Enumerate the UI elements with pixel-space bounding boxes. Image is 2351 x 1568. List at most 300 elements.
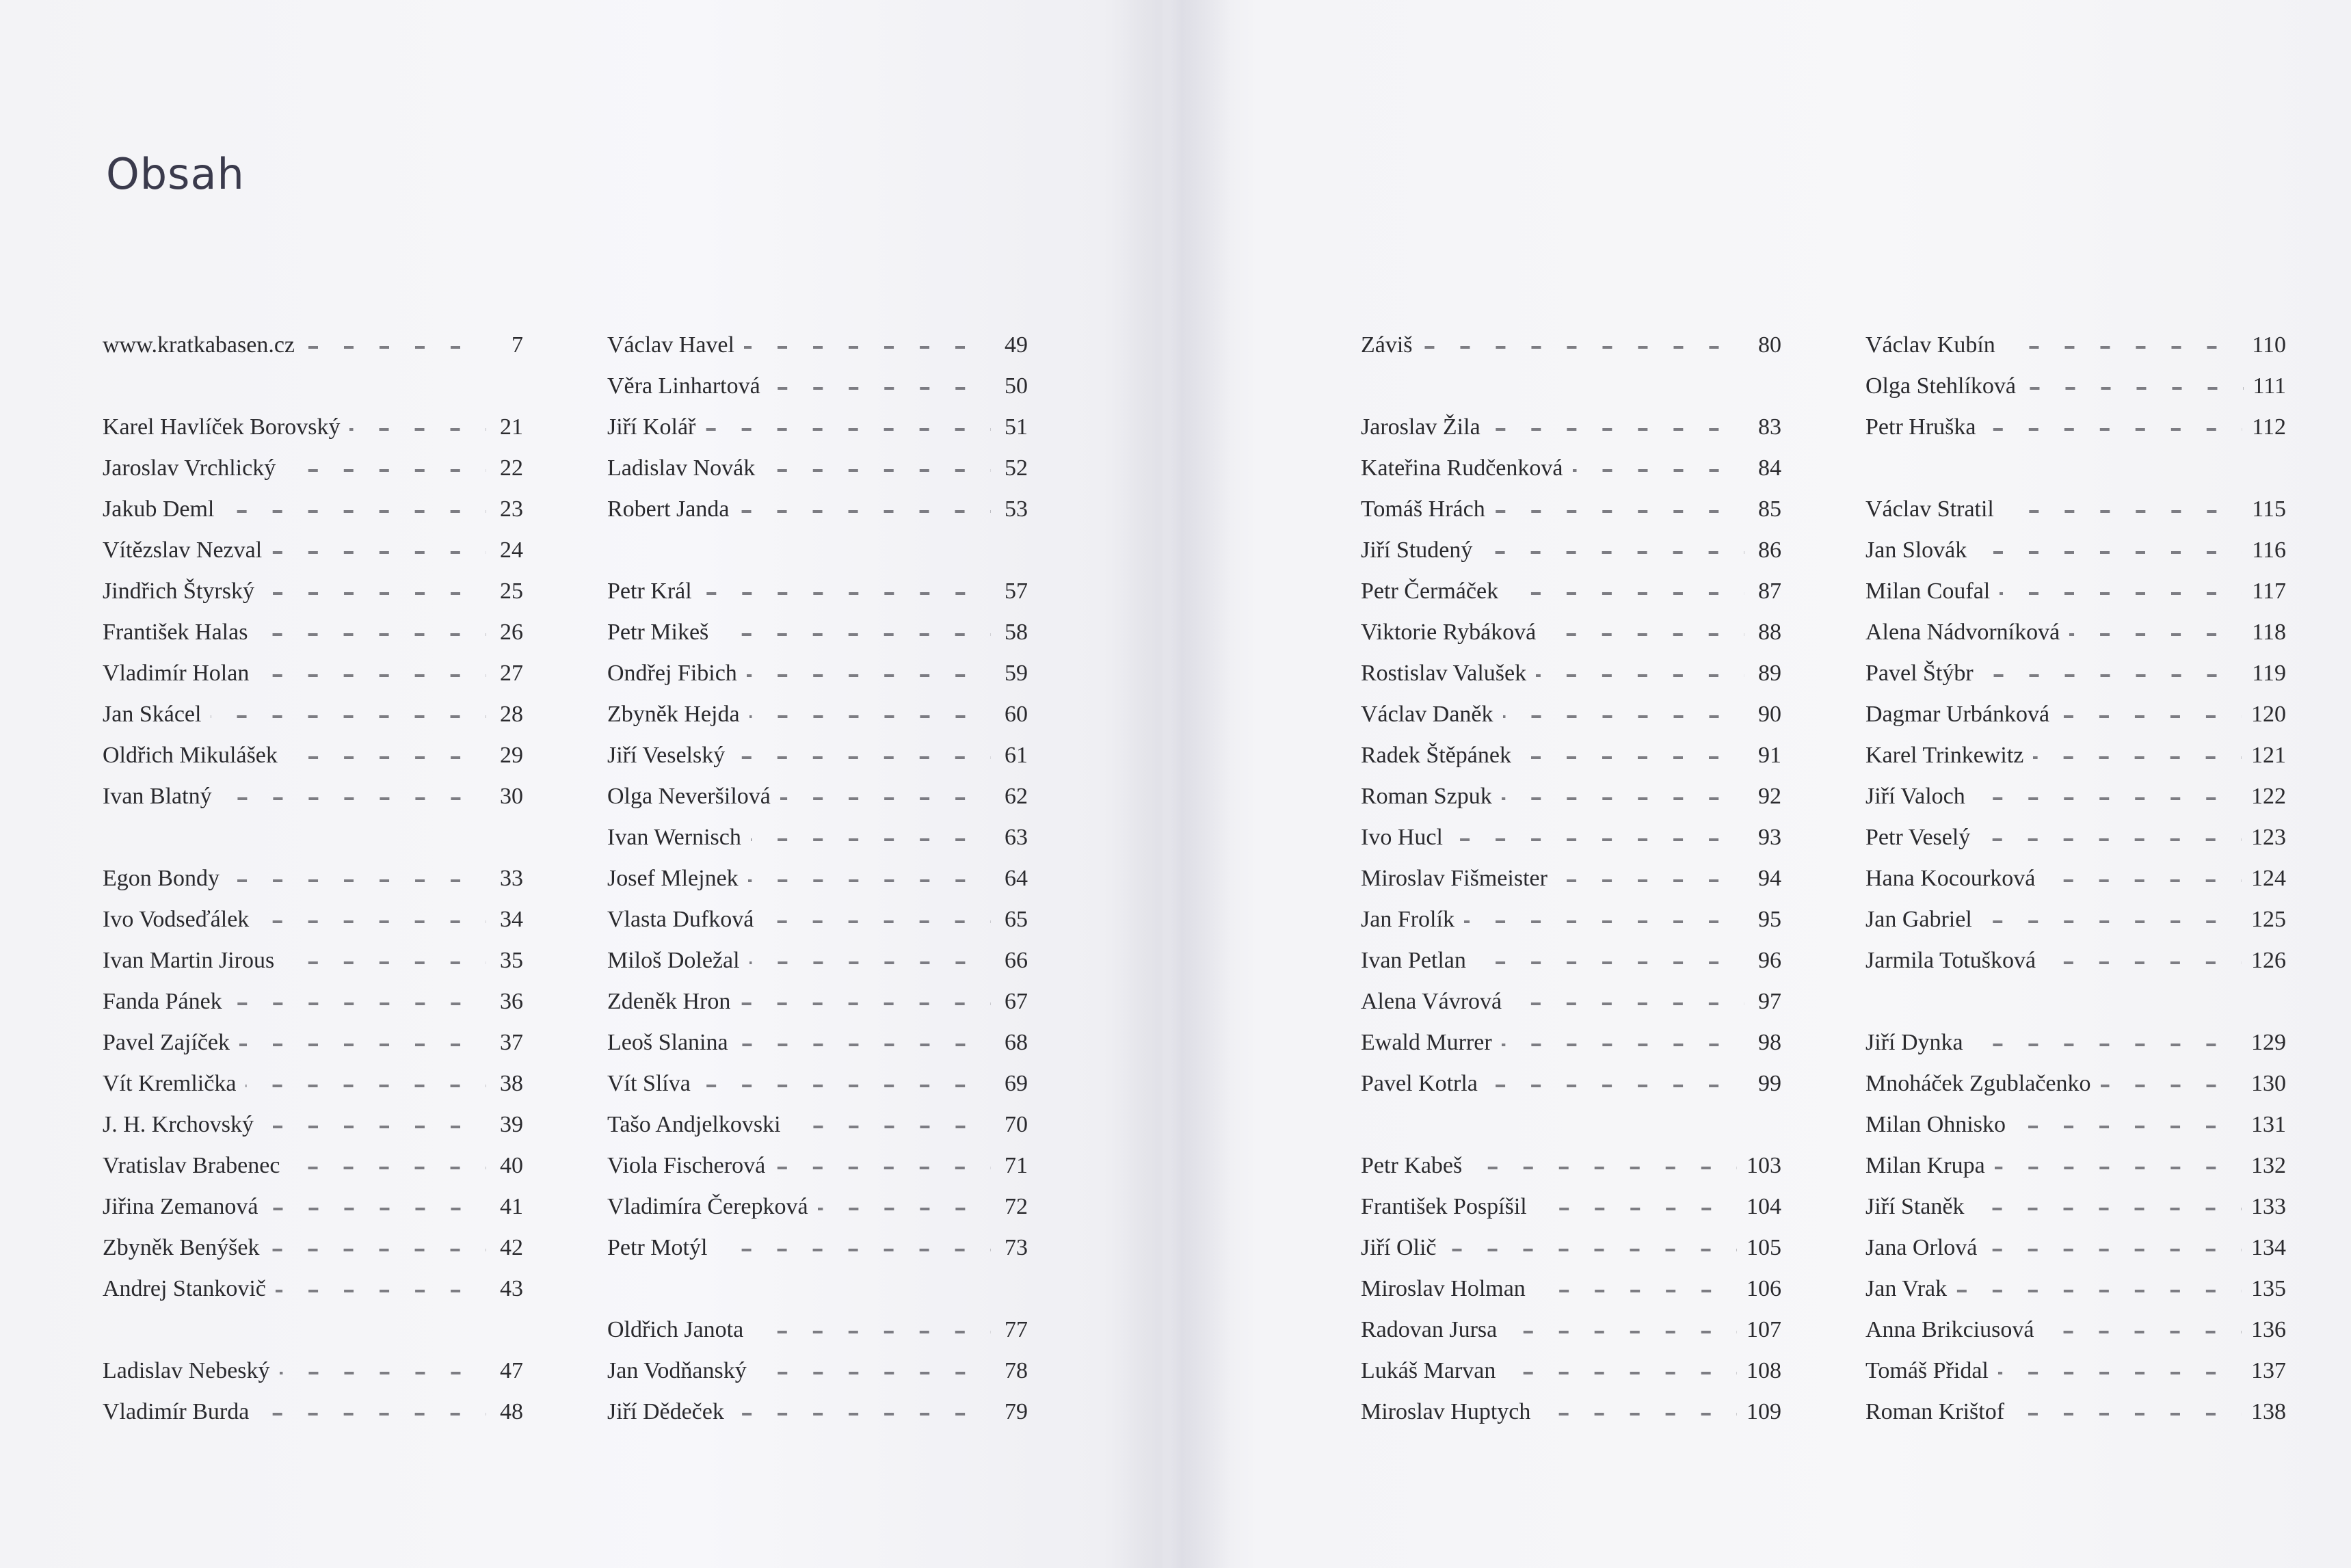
toc-entry-page-number: 26	[500, 620, 523, 645]
dash-leader	[264, 592, 486, 595]
toc-entry	[1361, 1067, 1781, 1101]
toc-entry-page-number: 134	[2251, 1235, 2286, 1260]
dash-leader	[2033, 756, 2242, 759]
toc-entry-name: Tomáš Hrách	[1361, 496, 1485, 522]
toc-entry-name: Oldřich Janota	[607, 1317, 744, 1342]
dash-leader	[1995, 1167, 2242, 1169]
toc-entry-page-number: 59	[1005, 661, 1028, 686]
dash-leader	[1503, 715, 1744, 718]
toc-entry	[607, 492, 1028, 527]
toc-entry-name: Tašo Andjelkovski	[607, 1112, 781, 1137]
toc-entry-name: Egon Bondy	[103, 866, 220, 891]
dash-leader	[1482, 551, 1744, 554]
toc-entry	[1361, 1149, 1781, 1183]
toc-entry	[1361, 410, 1781, 444]
toc-entry-name: Jiří Kolář	[607, 414, 696, 440]
toc-entry	[103, 985, 523, 1019]
dash-leader	[1506, 1331, 1737, 1333]
toc-entry-name: Jiřina Zemanová	[103, 1194, 258, 1219]
toc-entry-page-number: 67	[1005, 989, 1028, 1014]
dash-leader	[257, 633, 486, 636]
toc-entry	[103, 1354, 523, 1388]
toc-entry-name: Pavel Štýbr	[1865, 661, 1974, 686]
dash-leader	[1511, 1002, 1744, 1005]
toc-entry	[1361, 1231, 1781, 1265]
toc-entry-name: Petr Kabeš	[1361, 1153, 1463, 1178]
toc-entry-page-number: 126	[2251, 948, 2286, 973]
toc-entry-page-number: 95	[1758, 907, 1781, 932]
toc-entry-name: J. H. Krchovský	[103, 1112, 254, 1137]
dash-leader	[1540, 1413, 1737, 1416]
toc-entry	[1361, 492, 1781, 527]
dash-leader	[1505, 1372, 1737, 1374]
dash-leader	[744, 346, 991, 349]
toc-entry-page-number: 41	[500, 1194, 523, 1219]
dash-leader	[763, 920, 991, 923]
toc-entry	[1865, 1272, 2286, 1306]
toc-entry	[1361, 1190, 1781, 1224]
toc-entry	[607, 1395, 1028, 1429]
dash-leader	[276, 1290, 486, 1292]
toc-entry	[1865, 780, 2286, 814]
toc-entry-name: Ivan Martin Jirous	[103, 948, 275, 973]
toc-entry-name: Vít Kremlička	[103, 1071, 237, 1096]
toc-entry-page-number: 48	[500, 1399, 523, 1424]
toc-entry-name: Karel Havlíček Borovský	[103, 414, 341, 440]
toc-entry-name: Tomáš Přidal	[1865, 1358, 1989, 1383]
toc-entry	[607, 944, 1028, 978]
toc-entry-page-number: 104	[1746, 1194, 1781, 1219]
dash-leader	[1495, 510, 1744, 513]
toc-entry-name: Alena Nádvorníková	[1865, 620, 2060, 645]
toc-entry-page-number: 63	[1005, 825, 1028, 850]
dash-leader	[739, 510, 991, 513]
toc-entry-page-number: 25	[500, 579, 523, 604]
toc-entry	[607, 739, 1028, 773]
toc-entry-page-number: 78	[1005, 1358, 1028, 1383]
dash-leader	[1537, 1208, 1737, 1210]
toc-entry-page-number: 38	[500, 1071, 523, 1096]
toc-entry-name: Rostislav Valušek	[1361, 661, 1527, 686]
toc-entry-page-number: 61	[1005, 743, 1028, 768]
toc-entry-name: Záviš	[1361, 332, 1413, 358]
toc-entry	[607, 656, 1028, 691]
toc-entry-name: Viola Fischerová	[607, 1153, 766, 1178]
toc-entry	[1361, 451, 1781, 486]
toc-entry-page-number: 24	[500, 537, 523, 563]
toc-entry-name: Jaroslav Žila	[1361, 414, 1480, 440]
toc-entry	[1865, 574, 2286, 609]
toc-entry-page-number: 136	[2251, 1317, 2286, 1342]
toc-entry	[1865, 1026, 2286, 1060]
toc-entry	[103, 944, 523, 978]
dash-leader	[1545, 633, 1744, 636]
toc-entry-page-number: 111	[2253, 373, 2286, 399]
toc-entry-name: Václav Kubín	[1865, 332, 1995, 358]
dash-leader	[271, 551, 486, 554]
toc-entry	[607, 1354, 1028, 1388]
toc-entry-page-number: 7	[512, 332, 523, 358]
toc-entry-name: Radek Štěpánek	[1361, 743, 1511, 768]
dash-leader	[263, 1126, 486, 1128]
toc-entry	[1865, 944, 2286, 978]
toc-entry-page-number: 87	[1758, 579, 1781, 604]
toc-entry-name: Vladimíra Čerepková	[607, 1194, 808, 1219]
toc-entry-page-number: 91	[1758, 743, 1781, 768]
toc-entry-page-number: 60	[1005, 702, 1028, 727]
toc-entry-page-number: 72	[1005, 1194, 1028, 1219]
toc-entry-page-number: 105	[1746, 1235, 1781, 1260]
toc-entry	[1361, 1354, 1781, 1388]
toc-entry-name: Roman Krištof	[1865, 1399, 2005, 1424]
dash-leader	[717, 1249, 991, 1251]
toc-entry-page-number: 124	[2251, 866, 2286, 891]
toc-entry	[607, 1149, 1028, 1183]
toc-entry-name: www.kratkabasen.cz	[103, 332, 295, 358]
dash-leader	[1490, 428, 1744, 431]
toc-entry	[103, 1149, 523, 1183]
toc-entry-name: Milan Krupa	[1865, 1153, 1985, 1178]
toc-entry-page-number: 83	[1758, 414, 1781, 440]
toc-entry-name: Zdeněk Hron	[607, 989, 731, 1014]
dash-leader	[269, 1249, 486, 1251]
toc-entry	[607, 985, 1028, 1019]
toc-entry-name: Petr Veselý	[1865, 825, 1971, 850]
dash-leader	[258, 920, 486, 923]
toc-entry-name: Jan Vodňanský	[607, 1358, 747, 1383]
toc-entry-page-number: 40	[500, 1153, 523, 1178]
toc-entry	[1865, 492, 2286, 527]
toc-entry-page-number: 84	[1758, 455, 1781, 481]
dash-leader	[2025, 387, 2243, 390]
toc-entry-name: Mnoháček Zgublačenko	[1865, 1071, 2091, 1096]
dash-leader	[1573, 469, 1745, 472]
toc-entry-page-number: 27	[500, 661, 523, 686]
toc-entry-page-number: 116	[2252, 537, 2286, 563]
dash-leader	[749, 715, 991, 718]
toc-entry-page-number: 135	[2251, 1276, 2286, 1301]
toc-entry	[103, 1067, 523, 1101]
toc-entry-page-number: 90	[1758, 702, 1781, 727]
toc-entry	[607, 1313, 1028, 1347]
dash-leader	[747, 674, 991, 677]
dash-leader	[1983, 674, 2243, 677]
toc-entry-page-number: 51	[1005, 414, 1028, 440]
toc-entry	[103, 328, 523, 362]
toc-entry	[1361, 739, 1781, 773]
toc-entry-page-number: 110	[2252, 332, 2286, 358]
toc-entry-page-number: 137	[2251, 1358, 2286, 1383]
toc-entry-name: Radovan Jursa	[1361, 1317, 1498, 1342]
dash-leader	[1980, 838, 2242, 841]
toc-entry-name: Andrej Stankovič	[103, 1276, 266, 1301]
toc-entry	[1865, 615, 2286, 650]
toc-entry	[1361, 1272, 1781, 1306]
dash-leader	[1487, 1085, 1744, 1087]
toc-entry	[1865, 739, 2286, 773]
toc-entry	[103, 574, 523, 609]
dash-leader	[1502, 797, 1744, 800]
toc-entry	[1361, 944, 1781, 978]
toc-entry-name: Ivan Blatný	[103, 784, 212, 809]
toc-entry	[1865, 1190, 2286, 1224]
toc-entry-name: Petr Hruška	[1865, 414, 1976, 440]
toc-entry-name: Hana Kocourková	[1865, 866, 2036, 891]
toc-entry	[1361, 821, 1781, 855]
toc-entry-name: Jiří Veselský	[607, 743, 726, 768]
toc-entry-page-number: 33	[500, 866, 523, 891]
toc-entry-name: Milan Coufal	[1865, 579, 1991, 604]
toc-entry-name: Jan Frolík	[1361, 907, 1455, 932]
toc-entry-page-number: 96	[1758, 948, 1781, 973]
toc-entry	[103, 451, 523, 486]
toc-entry-page-number: 120	[2251, 702, 2286, 727]
dash-leader	[229, 879, 486, 882]
toc-entry-page-number: 73	[1005, 1235, 1028, 1260]
toc-entry-page-number: 93	[1758, 825, 1781, 850]
toc-entry	[1865, 1067, 2286, 1101]
toc-entry	[1361, 533, 1781, 568]
toc-entry-name: František Pospíšil	[1361, 1194, 1527, 1219]
toc-entry-page-number: 66	[1005, 948, 1028, 973]
toc-entry	[607, 821, 1028, 855]
toc-entry-page-number: 69	[1005, 1071, 1028, 1096]
toc-entry-page-number: 50	[1005, 373, 1028, 399]
dash-leader	[753, 1331, 991, 1333]
dash-leader	[1472, 1167, 1737, 1169]
toc-entry-page-number: 35	[500, 948, 523, 973]
dash-leader	[289, 1167, 486, 1169]
dash-leader	[1446, 1249, 1737, 1251]
dash-leader	[1535, 1290, 1737, 1292]
toc-entry-page-number: 133	[2251, 1194, 2286, 1219]
toc-entry-page-number: 30	[500, 784, 523, 809]
toc-entry	[103, 862, 523, 896]
toc-entry-page-number: 37	[500, 1030, 523, 1055]
toc-entry-name: Oldřich Mikulášek	[103, 743, 278, 768]
toc-entry-name: Jan Skácel	[103, 702, 202, 727]
toc-entry-page-number: 34	[500, 907, 523, 932]
toc-entry	[1865, 1149, 2286, 1183]
toc-entry	[1361, 862, 1781, 896]
dash-leader	[734, 1413, 991, 1416]
toc-entry-page-number: 125	[2251, 907, 2286, 932]
toc-entry	[607, 1026, 1028, 1060]
toc-entry-page-number: 107	[1746, 1317, 1781, 1342]
toc-entry	[103, 410, 523, 444]
toc-entry-name: Dagmar Urbánková	[1865, 702, 2050, 727]
toc-entry	[103, 1026, 523, 1060]
toc-entry	[1361, 328, 1781, 362]
toc-entry-page-number: 112	[2252, 414, 2286, 440]
toc-entry-name: Roman Szpuk	[1361, 784, 1492, 809]
dash-leader	[1982, 920, 2242, 923]
dash-leader	[1502, 1044, 1744, 1046]
dash-leader	[1508, 592, 1744, 595]
toc-entry-name: Miroslav Fišmeister	[1361, 866, 1548, 891]
toc-entry	[607, 1108, 1028, 1142]
toc-entry-name: Ivo Vodseďálek	[103, 907, 250, 932]
toc-entry-page-number: 39	[500, 1112, 523, 1137]
toc-entry	[1865, 1108, 2286, 1142]
toc-entry-name: Miloš Doležal	[607, 948, 740, 973]
toc-entry-name: Vítězslav Nezval	[103, 537, 263, 563]
toc-entry-name: Vít Slíva	[607, 1071, 691, 1096]
toc-entry-name: Petr Motýl	[607, 1235, 708, 1260]
dash-leader	[770, 387, 991, 390]
toc-entry	[607, 1067, 1028, 1101]
toc-entry	[1361, 697, 1781, 732]
toc-entry-page-number: 119	[2252, 661, 2286, 686]
toc-entry	[607, 574, 1028, 609]
toc-entry-name: Viktorie Rybáková	[1361, 620, 1537, 645]
toc-entry	[607, 369, 1028, 403]
toc-entry-name: Jaroslav Vrchlický	[103, 455, 276, 481]
toc-entry-page-number: 49	[1005, 332, 1028, 358]
toc-entry	[1865, 328, 2286, 362]
toc-entry-page-number: 80	[1758, 332, 1781, 358]
toc-entry-page-number: 98	[1758, 1030, 1781, 1055]
toc-entry	[103, 780, 523, 814]
toc-entry	[1865, 656, 2286, 691]
toc-entry	[1361, 985, 1781, 1019]
dash-leader	[1536, 674, 1744, 677]
toc-entry-name: Fanda Pánek	[103, 989, 222, 1014]
toc-entry	[607, 328, 1028, 362]
toc-entry	[1361, 1026, 1781, 1060]
toc-entry	[1865, 533, 2286, 568]
toc-entry-name: Robert Janda	[607, 496, 730, 522]
dash-leader	[287, 756, 486, 759]
toc-entry	[103, 697, 523, 732]
toc-entry	[1361, 1313, 1781, 1347]
toc-entry-name: Vlasta Dufková	[607, 907, 754, 932]
toc-entry-page-number: 117	[2252, 579, 2286, 604]
toc-entry-page-number: 43	[500, 1276, 523, 1301]
toc-entry-name: Václav Daněk	[1361, 702, 1493, 727]
toc-entry	[1865, 410, 2286, 444]
toc-entry-name: Ivan Wernisch	[607, 825, 741, 850]
dash-leader	[1975, 797, 2242, 800]
page-title: Obsah	[106, 149, 245, 199]
toc-entry-page-number: 29	[500, 743, 523, 768]
toc-entry-page-number: 108	[1746, 1358, 1781, 1383]
dash-leader	[2014, 1413, 2242, 1416]
toc-entry-name: Olga Neveršilová	[607, 784, 771, 809]
toc-entry-page-number: 106	[1746, 1276, 1781, 1301]
dash-leader	[705, 428, 991, 431]
dash-leader	[2059, 715, 2242, 718]
toc-entry-name: Petr Král	[607, 579, 692, 604]
toc-entry	[103, 615, 523, 650]
dash-leader	[224, 510, 486, 513]
toc-entry-name: Jarmila Totušková	[1865, 948, 2036, 973]
toc-entry-name: Ewald Murrer	[1361, 1030, 1492, 1055]
toc-entry	[1865, 862, 2286, 896]
dash-leader	[748, 879, 991, 882]
toc-entry-page-number: 71	[1005, 1153, 1028, 1178]
dash-leader	[1422, 346, 1744, 349]
toc-entry-page-number: 129	[2251, 1030, 2286, 1055]
toc-entry-name: Vladimír Burda	[103, 1399, 250, 1424]
toc-entry-page-number: 68	[1005, 1030, 1028, 1055]
toc-entry-page-number: 23	[500, 496, 523, 522]
dash-leader	[1976, 551, 2242, 554]
toc-entry	[607, 697, 1028, 732]
dash-leader	[2015, 1126, 2242, 1128]
toc-entry-page-number: 138	[2251, 1399, 2286, 1424]
toc-entry	[103, 533, 523, 568]
toc-entry-page-number: 28	[500, 702, 523, 727]
toc-entry-page-number: 99	[1758, 1071, 1781, 1096]
dash-leader	[1557, 879, 1744, 882]
toc-entry	[103, 1395, 523, 1429]
toc-entry	[1361, 574, 1781, 609]
toc-entry-page-number: 77	[1005, 1317, 1028, 1342]
toc-entry-page-number: 94	[1758, 866, 1781, 891]
dash-leader	[734, 756, 991, 759]
toc-entry-page-number: 109	[1746, 1399, 1781, 1424]
toc-entry-page-number: 86	[1758, 537, 1781, 563]
toc-entry	[1865, 697, 2286, 732]
toc-entry-name: Ladislav Novák	[607, 455, 756, 481]
toc-entry	[1865, 1354, 2286, 1388]
dash-leader	[756, 1372, 991, 1374]
toc-entry	[607, 780, 1028, 814]
toc-entry	[103, 656, 523, 691]
toc-entry-name: Jiří Studený	[1361, 537, 1473, 563]
toc-entry-page-number: 85	[1758, 496, 1781, 522]
toc-entry	[103, 903, 523, 937]
dash-leader	[245, 1085, 486, 1087]
toc-entry-page-number: 88	[1758, 620, 1781, 645]
toc-entry-name: Anna Brikciusová	[1865, 1317, 2034, 1342]
dash-leader	[2004, 510, 2242, 513]
toc-entry	[1865, 1395, 2286, 1429]
toc-entry-page-number: 64	[1005, 866, 1028, 891]
toc-entry	[1865, 1231, 2286, 1265]
toc-entry-page-number: 52	[1005, 455, 1028, 481]
dash-leader	[1956, 1290, 2242, 1292]
toc-entry	[607, 1231, 1028, 1265]
toc-entry-name: Kateřina Rudčenková	[1361, 455, 1563, 481]
dash-leader	[740, 1002, 991, 1005]
toc-entry-page-number: 53	[1005, 496, 1028, 522]
toc-entry-page-number: 122	[2251, 784, 2286, 809]
dash-leader	[239, 1044, 486, 1046]
toc-entry-name: Pavel Kotrla	[1361, 1071, 1478, 1096]
toc-entry-page-number: 57	[1005, 579, 1028, 604]
dash-leader	[791, 1126, 991, 1128]
dash-leader	[765, 469, 991, 472]
toc-entry-page-number: 36	[500, 989, 523, 1014]
toc-entry-name: Jiří Olič	[1361, 1235, 1437, 1260]
dash-leader	[2045, 879, 2242, 882]
toc-entry	[103, 1190, 523, 1224]
dash-leader	[2005, 346, 2242, 349]
dash-leader	[258, 1413, 486, 1416]
toc-entry-page-number: 89	[1758, 661, 1781, 686]
toc-entry-name: Petr Čermáček	[1361, 579, 1499, 604]
dash-leader	[2045, 961, 2242, 964]
dash-leader	[258, 674, 486, 677]
dash-leader	[1476, 961, 1744, 964]
dash-leader	[211, 715, 486, 718]
toc-entry	[1361, 903, 1781, 937]
toc-entry-page-number: 92	[1758, 784, 1781, 809]
toc-entry-page-number: 70	[1005, 1112, 1028, 1137]
toc-entry-page-number: 130	[2251, 1071, 2286, 1096]
